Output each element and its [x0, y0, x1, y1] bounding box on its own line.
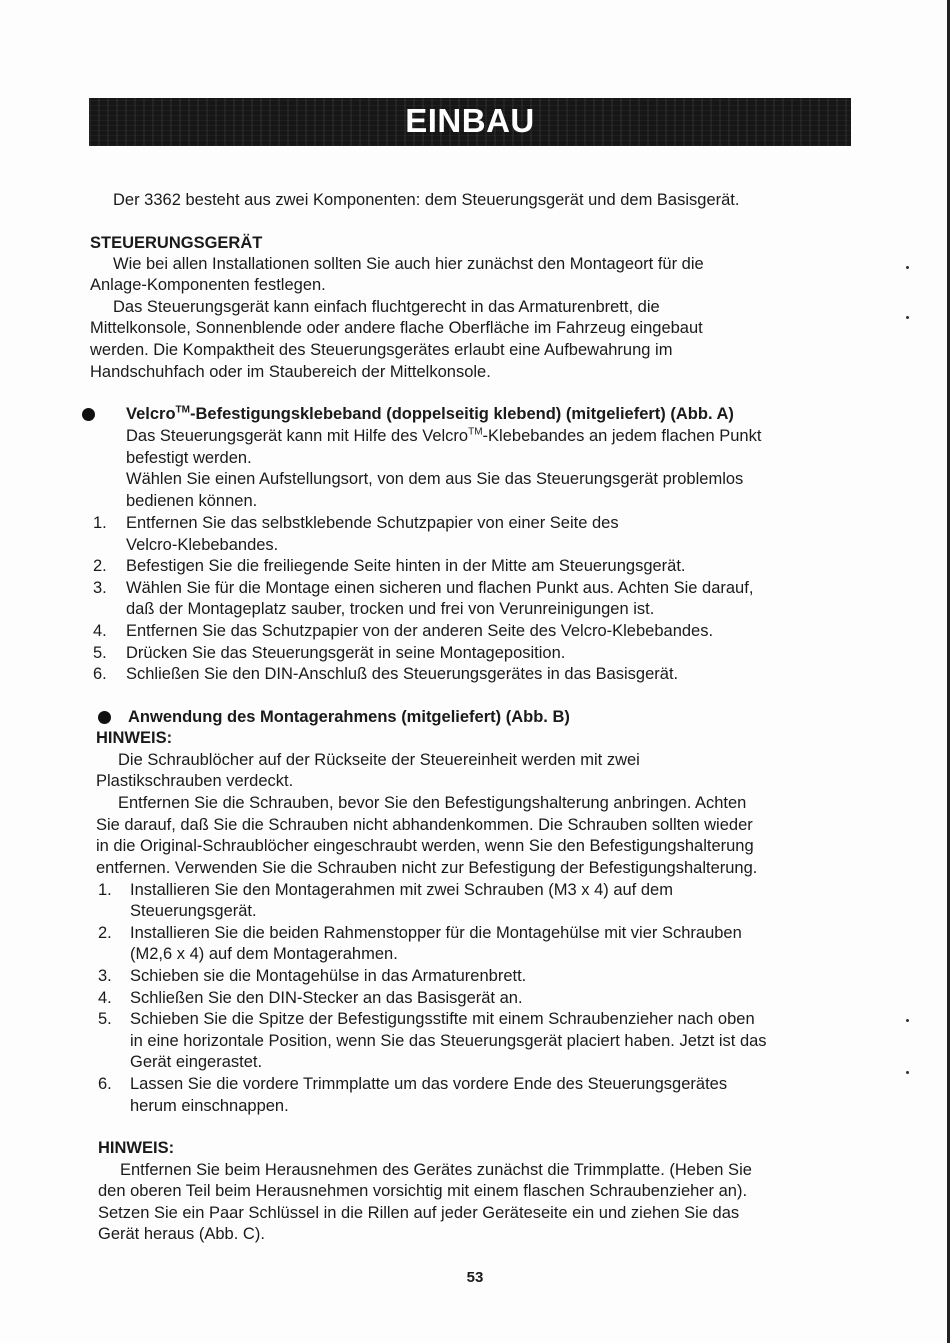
step-text: Gerät eingerastet.: [130, 1053, 263, 1071]
scan-speck: [906, 266, 909, 269]
step-text: Lassen Sie die vordere Trimmplatte um das vordere Ende des Steuerungsgerätes: [130, 1075, 728, 1093]
paragraph-line: werden. Die Kompaktheit des Steuerungsgerätes erlaubt eine Aufbewahrung im: [90, 341, 673, 359]
scan-speck: [906, 1071, 909, 1074]
paragraph-line: Handschuhfach oder im Staubereich der Mittelkonsole.: [90, 363, 491, 381]
paragraph-line: den oberen Teil beim Herausnehmen vorsichtig mit einem flaschen Schraubenzieher an).: [98, 1182, 748, 1200]
step-text: daß der Montageplatz sauber, trocken und frei von Verunreinigungen ist.: [126, 600, 655, 618]
step-number: 2.: [93, 557, 107, 575]
step-number: 5.: [93, 644, 107, 662]
step-number: 3.: [98, 967, 112, 985]
paragraph-line: entfernen. Verwenden Sie die Schrauben nicht zur Befestigung der Befestigungshalterung.: [96, 859, 758, 877]
step-number: 6.: [93, 665, 107, 683]
step-text: Wählen Sie für die Montage einen sicheren und flachen Punkt aus. Achten Sie darauf,: [126, 579, 754, 597]
step-text: Entfernen Sie das Schutzpapier von der anderen Seite des Velcro-Klebebandes.: [126, 622, 714, 640]
paragraph-line: Setzen Sie ein Paar Schlüssel in die Rillen auf jeder Geräteseite ein und ziehen Sie das: [98, 1204, 740, 1222]
step-text: Schließen Sie den DIN-Anschluß des Steuerungsgerätes in das Basisgerät.: [126, 665, 679, 683]
paragraph-line: befestigt werden.: [126, 449, 252, 467]
paragraph-line: Die Schraublöcher auf der Rückseite der Steuereinheit werden mit zwei: [118, 751, 640, 769]
step-text: Schieben Sie die Spitze der Befestigungsstifte mit einem Schraubenzieher nach oben: [130, 1010, 755, 1028]
page-number: 53: [466, 1269, 484, 1286]
step-text: herum einschnappen.: [130, 1097, 289, 1115]
section-heading-velcro: Velcro™-Befestigungsklebeband (doppelseitig klebend) (mitgeliefert) (Abb. A): [126, 404, 734, 423]
scan-speck: [906, 316, 909, 319]
step-text: Schieben sie die Montagehülse in das Armaturenbrett.: [130, 967, 527, 985]
paragraph-line: Mittelkonsole, Sonnenblende oder andere flache Oberfläche im Fahrzeug eingebaut: [90, 319, 703, 337]
step-number: 4.: [93, 622, 107, 640]
title-banner: [89, 98, 851, 146]
paragraph-line: Anlage-Komponenten festlegen.: [90, 276, 326, 294]
intro-text: Der 3362 besteht aus zwei Komponenten: dem Steuerungsgerät und dem Basisgerät.: [113, 191, 740, 209]
paragraph-line: Das Steuerungsgerät kann mit Hilfe des Velcro™-Klebebandes an jedem flachen Punkt: [126, 426, 762, 445]
paragraph-line: Plastikschrauben verdeckt.: [96, 772, 294, 790]
step-text: Schließen Sie den DIN-Stecker an das Basisgerät an.: [130, 989, 523, 1007]
step-number: 3.: [93, 579, 107, 597]
bullet-icon: [82, 408, 95, 421]
section-heading-montagerahmen: Anwendung des Montagerahmens (mitgeliefert) (Abb. B): [128, 708, 570, 726]
step-number: 1.: [98, 881, 112, 899]
step-number: 5.: [98, 1010, 112, 1028]
paragraph-line: Entfernen Sie beim Herausnehmen des Gerätes zunächst die Trimmplatte. (Heben Sie: [120, 1161, 752, 1179]
step-text: (M2,6 x 4) auf dem Montagerahmen.: [130, 945, 398, 963]
page-title: EINBAU: [405, 102, 535, 139]
step-text: Steuerungsgerät.: [130, 902, 257, 920]
paragraph-line: Das Steuerungsgerät kann einfach fluchtgerecht in das Armaturenbrett, die: [113, 298, 660, 316]
step-text: Entfernen Sie das selbstklebende Schutzpapier von einer Seite des: [126, 514, 619, 532]
paragraph-line: bedienen können.: [126, 492, 258, 510]
bullet-icon: [98, 711, 111, 724]
step-number: 6.: [98, 1075, 112, 1093]
step-text: in eine horizontale Position, wenn Sie das Steuerungsgerät placiert haben. Jetzt ist das: [130, 1032, 767, 1050]
note-label: HINWEIS:: [98, 1139, 175, 1157]
step-text: Befestigen Sie die freiliegende Seite hinten in der Mitte am Steuerungsgerät.: [126, 557, 686, 575]
note-label: HINWEIS:: [96, 729, 173, 747]
paragraph-line: Sie darauf, daß Sie die Schrauben nicht abhandenkommen. Die Schrauben sollten wieder: [96, 816, 753, 834]
step-text: Velcro-Klebebandes.: [126, 536, 279, 554]
paragraph-line: Wie bei allen Installationen sollten Sie auch hier zunächst den Montageort für die: [113, 255, 704, 273]
paragraph-line: Entfernen Sie die Schrauben, bevor Sie den Befestigungshalterung anbringen. Achten: [118, 794, 747, 812]
step-text: Drücken Sie das Steuerungsgerät in seine Montageposition.: [126, 644, 566, 662]
paragraph-line: Gerät heraus (Abb. C).: [98, 1225, 265, 1243]
scan-speck: [906, 1019, 909, 1022]
step-number: 1.: [93, 514, 107, 532]
paragraph-line: Wählen Sie einen Aufstellungsort, von dem aus Sie das Steuerungsgerät problemlos: [126, 470, 744, 488]
step-text: Installieren Sie den Montagerahmen mit zwei Schrauben (M3 x 4) auf dem: [130, 881, 673, 899]
section-heading-steuerungsgeraet: STEUERUNGSGERÄT: [90, 234, 263, 252]
step-text: Installieren Sie die beiden Rahmenstopper für die Montagehülse mit vier Schrauben: [130, 924, 742, 942]
step-number: 4.: [98, 989, 112, 1007]
paragraph-line: in die Original-Schraublöcher eingeschraubt werden, wenn Sie den Befestigungshalterung: [96, 837, 754, 855]
step-number: 2.: [98, 924, 112, 942]
